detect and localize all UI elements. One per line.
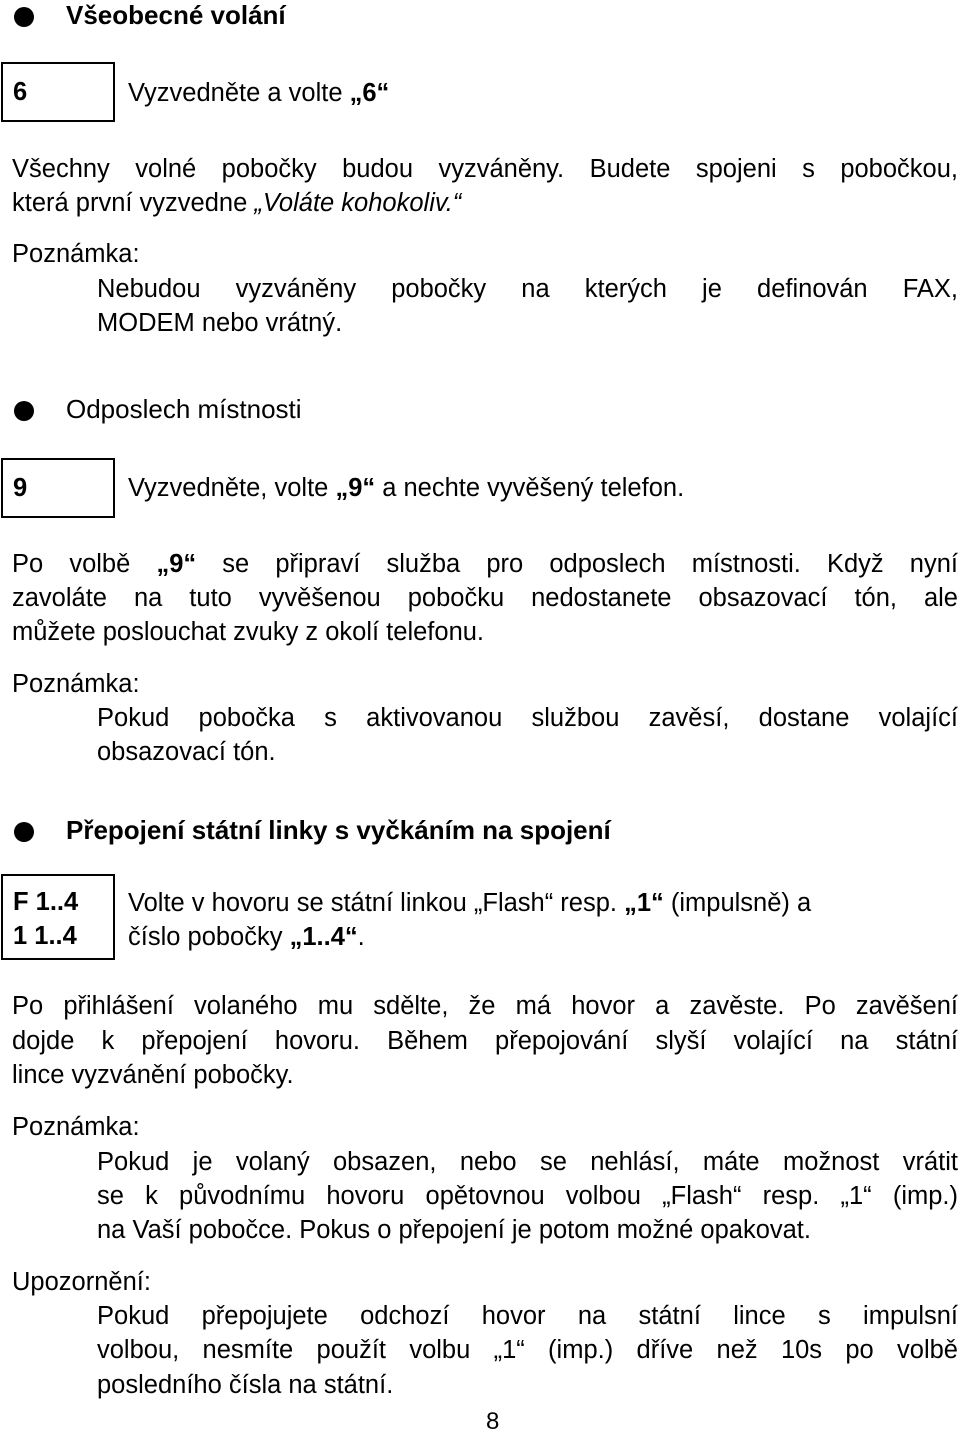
note-label: Poznámka: bbox=[12, 240, 140, 268]
note-text: na Vaší pobočce. Pokus o přepojení je potom možné opakovat. bbox=[97, 1216, 811, 1244]
note-text: Nebudou vyzváněny pobočky na kterých je definován FAX, bbox=[97, 275, 958, 303]
note-text: se k původnímu hovoru opětovnou volbou „Flash“ resp. „1“ (imp.) bbox=[97, 1182, 958, 1210]
key-code: F 1..4 bbox=[13, 888, 79, 916]
warning-text: volbou, nesmíte použít volbu „1“ (imp.) dříve než 10s po volbě bbox=[97, 1336, 958, 1364]
bullet-icon bbox=[14, 401, 34, 421]
note-text: Pokud pobočka s aktivovanou službou zavěsí, dostane volající bbox=[97, 704, 958, 732]
key-code: 6 bbox=[13, 78, 28, 106]
page-number: 8 bbox=[486, 1408, 500, 1435]
note-text: MODEM nebo vrátný. bbox=[97, 309, 343, 337]
body-text: která první vyzvedne „Voláte kohokoliv.“ bbox=[12, 189, 462, 217]
instruction-text: Vyzvedněte a volte „6“ bbox=[128, 79, 390, 107]
note-text: Pokud je volaný obsazen, nebo se nehlásí, máte možnost vrátit bbox=[97, 1148, 958, 1176]
key-box bbox=[1, 458, 115, 518]
body-text: můžete poslouchat zvuky z okolí telefonu. bbox=[12, 618, 485, 646]
section-heading: Přepojení státní linky s vyčkáním na spojení bbox=[66, 815, 611, 845]
instruction-text: Vyzvedněte, volte „9“ a nechte vyvěšený telefon. bbox=[128, 474, 685, 502]
note-label: Poznámka: bbox=[12, 1113, 140, 1141]
section-heading: Odposlech místnosti bbox=[66, 394, 302, 424]
note-text: obsazovací tón. bbox=[97, 738, 276, 766]
key-box bbox=[1, 874, 115, 960]
key-box bbox=[1, 62, 115, 122]
bullet-icon bbox=[14, 822, 34, 842]
note-label: Poznámka: bbox=[12, 670, 140, 698]
bullet-icon bbox=[14, 7, 34, 27]
body-text: Všechny volné pobočky budou vyzváněny. Budete spojeni s pobočkou, bbox=[12, 155, 958, 183]
warning-text: Pokud přepojujete odchozí hovor na státní lince s impulsní bbox=[97, 1302, 958, 1330]
body-text: lince vyzvánění pobočky. bbox=[12, 1061, 294, 1089]
body-text: dojde k přepojení hovoru. Během přepojování slyší volající na státní bbox=[12, 1027, 958, 1055]
section-heading: Všeobecné volání bbox=[66, 0, 286, 30]
warning-label: Upozornění: bbox=[12, 1268, 151, 1296]
key-code: 1 1..4 bbox=[13, 922, 77, 950]
instruction-text: Volte v hovoru se státní linkou „Flash“ resp. „1“ (impulsně) a bbox=[128, 889, 812, 917]
warning-text: posledního čísla na státní. bbox=[97, 1371, 394, 1399]
body-text: Po volbě „9“ se připraví služba pro odposlech místnosti. Když nyní bbox=[12, 550, 958, 578]
instruction-text: číslo pobočky „1..4“. bbox=[128, 923, 365, 951]
key-code: 9 bbox=[13, 474, 28, 502]
body-text: zavoláte na tuto vyvěšenou pobočku nedostanete obsazovací tón, ale bbox=[12, 584, 958, 612]
body-text: Po přihlášení volaného mu sdělte, že má hovor a zavěste. Po zavěšení bbox=[12, 992, 958, 1020]
